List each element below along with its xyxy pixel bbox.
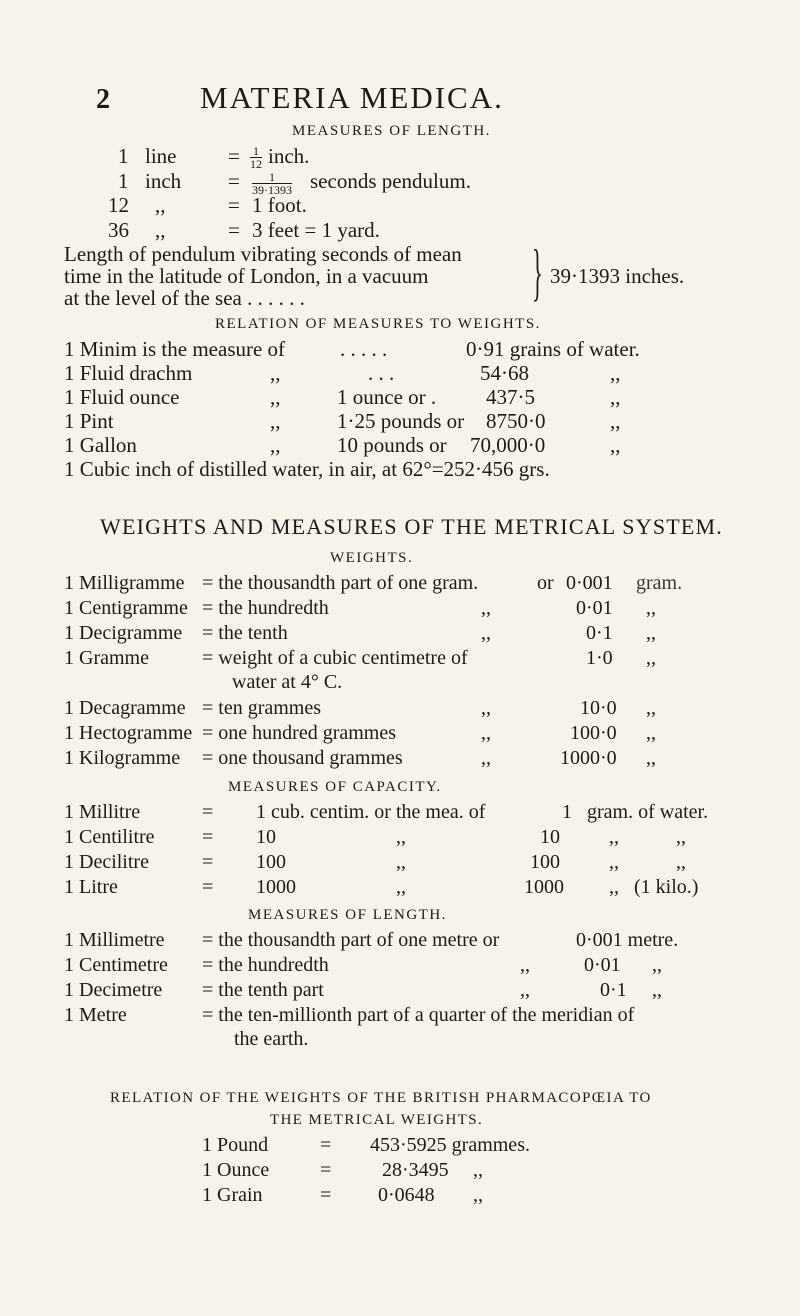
relation-value: 54·68 <box>480 361 529 385</box>
weight-unit: ,, <box>646 747 656 769</box>
capacity-eq: = <box>202 801 214 823</box>
relation-value: 70,000·0 <box>470 433 546 457</box>
british-ditto: ,, <box>473 1159 483 1181</box>
weight-value: 0·01 <box>576 597 613 619</box>
weight-ditto: ,, <box>481 697 491 719</box>
british-name: 1 Pound <box>202 1134 269 1156</box>
length-eq: = <box>228 144 240 168</box>
weight-unit: ,, <box>646 597 656 619</box>
british-heading-line1: RELATION OF THE WEIGHTS OF THE BRITISH PHARMACOPŒIA TO <box>110 1090 652 1106</box>
length-qty: 1 <box>118 144 129 168</box>
relation-ditto: ,, <box>270 433 281 457</box>
length-qty: 36 <box>108 218 129 242</box>
capacity-name: 1 Millitre <box>64 801 141 823</box>
weight-unit: ,, <box>646 722 656 744</box>
metric-length-ditto: ,, <box>652 979 662 1001</box>
british-eq: = <box>320 1184 332 1206</box>
weight-value: 100·0 <box>570 722 617 744</box>
capacity-ditto: ,, <box>676 826 686 848</box>
pendulum-line: Length of pendulum vibrating seconds of mean <box>64 242 462 266</box>
section-heading-metric-length: MEASURES OF LENGTH. <box>248 907 447 923</box>
relation-ditto: ,, <box>610 409 621 433</box>
length-unit: ,, <box>155 218 166 242</box>
weight-ditto: ,, <box>481 622 491 644</box>
metric-length-description: = the thousandth part of one metre or <box>202 929 500 951</box>
capacity-name: 1 Decilitre <box>64 851 149 873</box>
metric-length-description: = the tenth part <box>202 979 324 1001</box>
capacity-kilo-note: (1 kilo.) <box>634 876 699 898</box>
metrical-system-title: WEIGHTS AND MEASURES OF THE METRICAL SYSTEM. <box>100 514 723 539</box>
weight-value: 0·1 <box>586 622 613 644</box>
length-eq: = <box>228 169 240 193</box>
relation-equivalent: 1·25 pounds or <box>337 409 465 433</box>
capacity-ditto: ,, <box>396 876 406 898</box>
weight-unit: ,, <box>646 622 656 644</box>
capacity-eq: = <box>202 826 214 848</box>
metric-length-value: 0·01 <box>584 954 621 976</box>
weight-description: = the tenth <box>202 622 288 644</box>
relation-name: 1 Fluid ounce <box>64 385 180 409</box>
section-heading-relation: RELATION OF MEASURES TO WEIGHTS. <box>215 316 541 332</box>
weight-name: 1 Decigramme <box>64 622 183 644</box>
metric-length-ditto: ,, <box>652 954 662 976</box>
relation-ditto: ,, <box>610 361 621 385</box>
british-value: 453·5925 grammes. <box>370 1134 530 1156</box>
fraction-denominator: 12 <box>250 157 262 171</box>
capacity-amount: 100 <box>530 851 560 873</box>
length-unit: ,, <box>155 193 166 217</box>
british-ditto: ,, <box>473 1184 483 1206</box>
length-value: seconds pendulum. <box>310 169 471 193</box>
relation-ditto: ,, <box>270 409 281 433</box>
weight-name: 1 Milligramme <box>64 572 185 594</box>
weight-name: 1 Hectogramme <box>64 722 193 744</box>
relation-ditto: ,, <box>610 385 621 409</box>
pendulum-line: time in the latitude of London, in a vacuum <box>64 264 429 288</box>
length-unit: line <box>145 144 177 168</box>
relation-ditto: ,, <box>610 433 621 457</box>
weight-description: = weight of a cubic centimetre of <box>202 647 468 669</box>
capacity-amount: 10 <box>540 826 560 848</box>
capacity-ditto: ,, <box>676 851 686 873</box>
weight-ditto: ,, <box>481 747 491 769</box>
metric-length-value: 0·1 <box>600 979 627 1001</box>
weight-description: = the thousandth part of one gram. <box>202 572 479 594</box>
length-value: inch. <box>268 144 310 168</box>
relation-name: 1 Minim is the measure of <box>64 337 286 361</box>
metric-length-name: 1 Metre <box>64 1004 127 1026</box>
pendulum-value: 39·1393 inches. <box>550 264 685 288</box>
weight-ditto: ,, <box>481 597 491 619</box>
weight-unit: ,, <box>646 697 656 719</box>
running-title: MATERIA MEDICA. <box>200 80 504 115</box>
fraction-denominator: 39·1393 <box>252 183 292 197</box>
relation-equivalent: 10 pounds or <box>337 433 447 457</box>
weight-name: 1 Kilogramme <box>64 747 181 769</box>
capacity-amount: 1000 <box>524 876 564 898</box>
capacity-ditto: ,, <box>609 851 619 873</box>
capacity-description: 1 cub. centim. or the mea. of <box>256 801 486 823</box>
weight-value: 1·0 <box>586 647 613 669</box>
capacity-eq: = <box>202 851 214 873</box>
relation-name: 1 Pint <box>64 409 114 433</box>
capacity-eq: = <box>202 876 214 898</box>
pendulum-line: at the level of the sea . . . . . . <box>64 286 305 310</box>
british-value: 28·3495 <box>382 1159 449 1181</box>
relation-value: 0·91 grains of water. <box>466 337 640 361</box>
capacity-ditto: ,, <box>609 876 619 898</box>
british-eq: = <box>320 1134 332 1156</box>
british-name: 1 Grain <box>202 1184 263 1206</box>
section-heading-length: MEASURES OF LENGTH. <box>292 123 491 139</box>
capacity-ditto: ,, <box>396 826 406 848</box>
weight-ditto: or <box>537 572 554 594</box>
weight-value: 10·0 <box>580 697 617 719</box>
length-value: 1 foot. <box>252 193 307 217</box>
fraction-numerator: 1 <box>250 145 262 158</box>
weight-name: 1 Decagramme <box>64 697 186 719</box>
relation-ditto: ,, <box>270 361 281 385</box>
metric-length-name: 1 Millimetre <box>64 929 165 951</box>
fraction-numerator: 1 <box>252 171 292 184</box>
capacity-volume: 10 <box>256 826 276 848</box>
metric-length-description: = the hundredth <box>202 954 329 976</box>
weight-value: 0·001 <box>566 572 613 594</box>
section-heading-capacity: MEASURES OF CAPACITY. <box>228 779 442 795</box>
length-fraction <box>248 145 264 170</box>
length-qty: 12 <box>108 193 129 217</box>
right-brace: } <box>532 236 543 307</box>
page-number: 2 <box>96 84 110 115</box>
weight-ditto: ,, <box>481 722 491 744</box>
weight-name: 1 Centigramme <box>64 597 188 619</box>
metric-length-name: 1 Decimetre <box>64 979 163 1001</box>
length-qty: 1 <box>118 169 129 193</box>
section-heading-weights: WEIGHTS. <box>330 550 414 566</box>
relation-leader: . . . . . <box>340 337 388 361</box>
british-value: 0·0648 <box>378 1184 435 1206</box>
relation-name: 1 Gallon <box>64 433 137 457</box>
capacity-volume: 100 <box>256 851 286 873</box>
relation-name: 1 Fluid drachm <box>64 361 193 385</box>
weight-unit: ,, <box>646 647 656 669</box>
british-eq: = <box>320 1159 332 1181</box>
metric-length-ditto: ,, <box>520 979 530 1001</box>
length-eq: = <box>228 193 240 217</box>
capacity-ditto: ,, <box>609 826 619 848</box>
capacity-volume: 1000 <box>256 876 296 898</box>
metre-continuation: the earth. <box>234 1028 309 1050</box>
relation-value: 437·5 <box>486 385 535 409</box>
relation-value: 8750·0 <box>486 409 546 433</box>
british-name: 1 Ounce <box>202 1159 270 1181</box>
metric-length-ditto: ,, <box>520 954 530 976</box>
cubic-inch-line: 1 Cubic inch of distilled water, in air, at 62°=252·456 grs. <box>64 457 550 481</box>
metric-length-value: 0·001 metre. <box>576 929 679 951</box>
metric-length-description: = the ten-millionth part of a quarter of the meridian of <box>202 1004 635 1026</box>
weight-description: = the hundredth <box>202 597 329 619</box>
length-value: 3 feet = 1 yard. <box>252 218 380 242</box>
relation-leader: . . . <box>368 361 395 385</box>
weight-unit: gram. <box>636 572 683 594</box>
weight-name: 1 Gramme <box>64 647 149 669</box>
relation-equivalent: 1 ounce or . <box>337 385 437 409</box>
capacity-ditto: ,, <box>396 851 406 873</box>
weight-description: = ten grammes <box>202 697 322 719</box>
weight-value: 1000·0 <box>560 747 617 769</box>
relation-ditto: ,, <box>270 385 281 409</box>
capacity-amount: 1 <box>562 801 572 823</box>
length-eq: = <box>228 218 240 242</box>
metric-length-name: 1 Centimetre <box>64 954 168 976</box>
gramme-continuation: water at 4° C. <box>232 671 343 693</box>
capacity-name: 1 Litre <box>64 876 118 898</box>
length-unit: inch <box>145 169 182 193</box>
weight-description: = one thousand grammes <box>202 747 403 769</box>
weight-description: = one hundred grammes <box>202 722 397 744</box>
british-heading-line2: THE METRICAL WEIGHTS. <box>270 1112 484 1128</box>
capacity-unit: gram. of water. <box>587 801 709 823</box>
capacity-name: 1 Centilitre <box>64 826 155 848</box>
